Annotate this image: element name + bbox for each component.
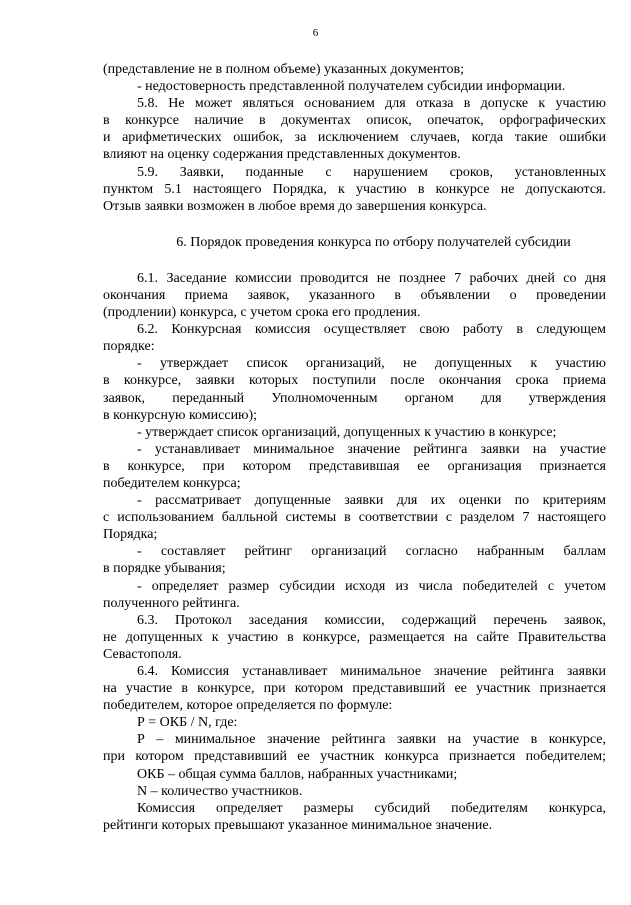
text-line: и арифметических ошибок, за исключением случаев, когда такие ошибки <box>103 130 606 146</box>
text-line: в конкурсе, при котором представившая ее организация признается <box>103 458 606 474</box>
text-line: - утверждает список организаций, допущенных к участию в конкурсе; <box>137 424 557 440</box>
text-line: в порядке убывания; <box>103 561 226 577</box>
text-line: пунктом 5.1 настоящего Порядка, к участию в конкурсе не допускаются. <box>103 181 606 197</box>
text-line: Р = ОКБ / N, где: <box>137 715 238 731</box>
text-line: 6.1. Заседание комиссии проводится не позднее 7 рабочих дней со дня <box>137 270 606 286</box>
text-line: (представление не в полном объеме) указанных документов; <box>103 62 464 77</box>
text-line: порядке: <box>103 339 155 355</box>
text-line: 6.2. Конкурсная комиссия осуществляет свою работу в следующем <box>137 322 606 338</box>
text-line: в конкурсе наличие в документах описок, опечаток, орфографических <box>103 113 606 129</box>
text-line: ОКБ – общая сумма баллов, набранных участниками; <box>137 766 458 782</box>
text-line: - утверждает список организаций, не допущенных к участию <box>137 356 606 372</box>
text-line: победителем конкурса; <box>103 475 241 491</box>
text-line: на участие в конкурсе, при котором представивший ее участник признается <box>103 681 606 697</box>
text-line: 6.4. Комиссия устанавливает минимальное значение рейтинга заявки <box>137 664 606 679</box>
page-number: 6 <box>312 27 319 39</box>
text-line: Комиссия определяет размеры субсидий победителям конкурса, <box>137 800 606 816</box>
text-line: рейтинги которых превышают указанное минимальное значение. <box>103 817 493 833</box>
text-line: не допущенных к участию в конкурсе, размещается на сайте Правительства <box>103 629 606 645</box>
text-line: - рассматривает допущенные заявки для их оценки по критериям <box>137 493 606 509</box>
text-line: в конкурсную комиссию); <box>103 407 258 423</box>
text-line: - недостоверность представленной получателем субсидии информации. <box>137 79 566 95</box>
section-6-body <box>103 270 606 834</box>
text-line: - определяет размер субсидии исходя из числа победителей с учетом <box>137 578 606 594</box>
section-5-continuation <box>103 61 606 215</box>
text-line: влияют на оценку содержания представленных документов. <box>103 147 461 163</box>
text-line: окончания приема заявок, указанного в объявлении о проведении <box>103 287 606 303</box>
text-line: (продлении) конкурса, с учетом срока его продления. <box>103 305 421 321</box>
text-line: Р – минимальное значение рейтинга заявки на участие в конкурсе, <box>137 732 606 748</box>
section-6-heading: 6. Порядок проведения конкурса по отбору получателей субсидии <box>176 234 571 250</box>
text-line: с использованием балльной системы в соответствии с разделом 7 настоящего <box>103 510 606 526</box>
text-line: - устанавливает минимальное значение рейтинга заявки на участие <box>137 441 606 457</box>
text-line: 5.8. Не может являться основанием для отказа в допуске к участию <box>137 96 606 112</box>
text-line: победителем, которое определяется по формуле: <box>103 698 393 714</box>
text-line: при котором представивший ее участник конкурса признается победителем; <box>103 749 606 765</box>
document-body <box>103 61 606 834</box>
text-line: - составляет рейтинг организаций согласно набранным баллам <box>137 544 606 560</box>
text-line: Севастополя. <box>103 646 182 662</box>
text-line: N – количество участников. <box>137 783 303 799</box>
text-line: 5.9. Заявки, поданные с нарушением сроков, установленных <box>137 164 606 180</box>
text-line: полученного рейтинга. <box>103 595 240 611</box>
text-line: в конкурсе, заявки которых поступили после окончания срока приема <box>103 373 606 389</box>
text-line: заявок, переданный Уполномоченным органом для утверждения <box>103 390 606 406</box>
text-line: Порядка; <box>103 527 158 543</box>
text-line: 6.3. Протокол заседания комиссии, содержащий перечень заявок, <box>137 612 606 628</box>
text-line: Отзыв заявки возможен в любое время до завершения конкурса. <box>103 198 487 214</box>
